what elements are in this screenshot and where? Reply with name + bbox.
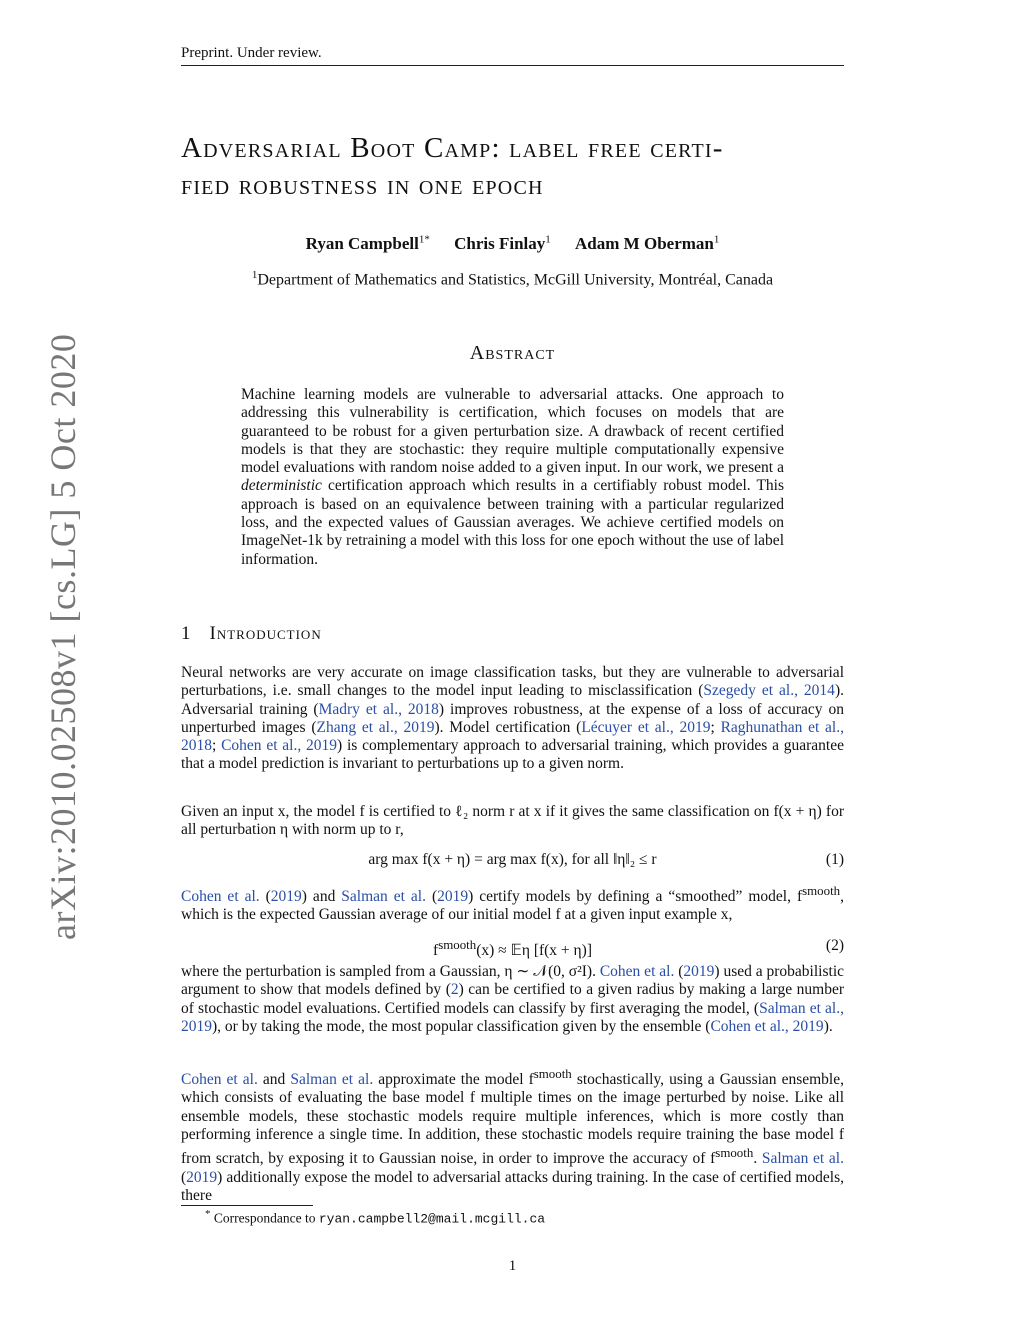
equation-1-number: (1) [825, 851, 844, 868]
citation-link[interactable]: Madry et al., 2018 [318, 700, 439, 718]
equation-2-expression: $f^{smooth}(x)$ ≈ 𝔼η [f(x + η)] [433, 937, 592, 960]
author-2: Chris Finlay$^1$ [454, 233, 551, 253]
citation-year-link[interactable]: 2019 [683, 963, 715, 980]
citation-link[interactable]: Cohen et al., 2019 [710, 1017, 824, 1035]
email-link[interactable]: ryan.campbell2@mail.mcgill.ca [318, 1211, 546, 1227]
equation-ref-link[interactable]: 2 [450, 981, 459, 999]
citation-link[interactable]: Zhang et al., 2019 [316, 718, 435, 736]
citation-link[interactable]: Cohen et al. [181, 888, 260, 906]
running-header: Preprint. Under review. [181, 45, 322, 61]
page-number: 1 [508, 1258, 517, 1274]
equation-1-expression: arg max f(x + η) = arg max f(x), for all ‖η‖₂ ≤ r [368, 851, 657, 868]
citation-year-link[interactable]: 2019 [437, 888, 469, 906]
author-3: Adam M Oberman$^1$ [575, 233, 720, 253]
affiliation: $^1$Department of Mathematics and Statistics, McGill University, Montréal, Canada [251, 269, 774, 289]
header-rule [181, 65, 844, 66]
title-line-1: Adversarial Boot Camp: label free certi- [181, 132, 724, 164]
footnote: * Correspondance to ryan.campbell2@mail.mcgill.ca [205, 1208, 546, 1227]
arxiv-stamp: arXiv:2010.02508v1 [cs.LG] 5 Oct 2020 [43, 333, 83, 940]
intro-paragraph-3: Cohen et al. (2019) and Salman et al. (2019) certify models by defining a “smoothed” model, $f^{smooth}$, which is the expected Gaussian average of our initial model f at a given input example x, [181, 883, 844, 924]
paper-title [181, 130, 861, 204]
citation-link[interactable]: Salman et al. [761, 1150, 844, 1168]
citation-year-link[interactable]: 2019 [186, 1168, 218, 1186]
citation-link[interactable]: Salman et al. [290, 1071, 374, 1089]
abstract-text: Machine learning models are vulnerable to adversarial attacks. One approach to addressing this vulnerability is certification, which focuses on models that are guaranteed to be robust for a given perturbation size. A drawback of recent certified models is that they are stochastic: they require multiple computationally expensive model evaluations with random noise added to a given input. In our work, we present a deterministic certification approach which results in a certifiably robust model. This approach is based on an equivalence between training with a particular regularized loss, and the expected values of Gaussian averages. We achieve certified models on ImageNet-1k by retraining a model with this loss for one epoch without the use of label information. [241, 386, 784, 568]
author-list [181, 233, 844, 254]
intro-paragraph-5: Cohen et al. and Salman et al. approximate the model $f^{smooth}$ stochastically, using a Gaussian ensemble, which consists of evaluating the base model f multiple times on the image perturbed by noise. Like all ensemble models, these stochastic models require multiple inferences, which is more costly than performing inference a single time. In addition, these stochastic models require training the base model f from scratch, by exposing it to Gaussian noise, in order to improve the accuracy of $f^{smooth}$. Salman et al. (2019) additionally expose the model to adversarial attacks during training. In the case of certified models, there [181, 1066, 844, 1205]
intro-paragraph-4: where the perturbation is sampled from a Gaussian, η ∼ 𝒩(0, σ²I). Cohen et al. (2019) used a probabilistic argument to show that models defined by (2) can be certified to a given radius by making a large number of stochastic model evaluations. Certified models can classify by first averaging the model, (Salman et al., 2019), or by taking the mode, the most popular classification given by the ensemble (Cohen et al., 2019). [181, 963, 845, 1035]
equation-2-number: (2) [825, 937, 844, 954]
intro-paragraph-1: Neural networks are very accurate on image classification tasks, but they are vulnerable to adversarial perturbations, i.e. small changes to the model input leading to misclassification (Szegedy et al., 2014). Adversarial training (Madry et al., 2018) improves robustness, at the expense of a loss of accuracy on unperturbed images (Zhang et al., 2019). Model certification (Lécuyer et al., 2019; Raghunathan et al., 2018; Cohen et al., 2019) is complementary approach to adversarial training, which provides a guarantee that a model prediction is invariant to perturbations up to a given norm. [181, 664, 844, 773]
author-1: Ryan Campbell$^{1*}$ [305, 233, 430, 253]
citation-link[interactable]: Cohen et al. [181, 1071, 258, 1089]
citation-link[interactable]: Cohen et al. [599, 963, 675, 980]
title-line-2: fied robustness in one epoch [181, 169, 544, 201]
citation-link[interactable]: Raghunathan et al., 2018 [181, 718, 844, 755]
citation-year-link[interactable]: 2019 [270, 888, 302, 906]
intro-paragraph-2: Given an input x, the model f is certified to ℓ₂ norm r at x if it gives the same classification on f(x + η) for all perturbation η with norm up to r, [181, 803, 844, 839]
abstract-heading: Abstract [469, 342, 556, 364]
citation-link[interactable]: Cohen et al., 2019 [221, 737, 338, 755]
citation-link[interactable]: Salman et al. [341, 888, 426, 906]
section-heading-introduction: 1 Introduction [181, 623, 322, 644]
citation-link[interactable]: Lécuyer et al., 2019 [581, 718, 711, 736]
citation-link[interactable]: Szegedy et al., 2014 [703, 682, 835, 700]
citation-link[interactable]: Salman et al., 2019 [181, 999, 844, 1035]
footnote-rule [181, 1205, 313, 1206]
